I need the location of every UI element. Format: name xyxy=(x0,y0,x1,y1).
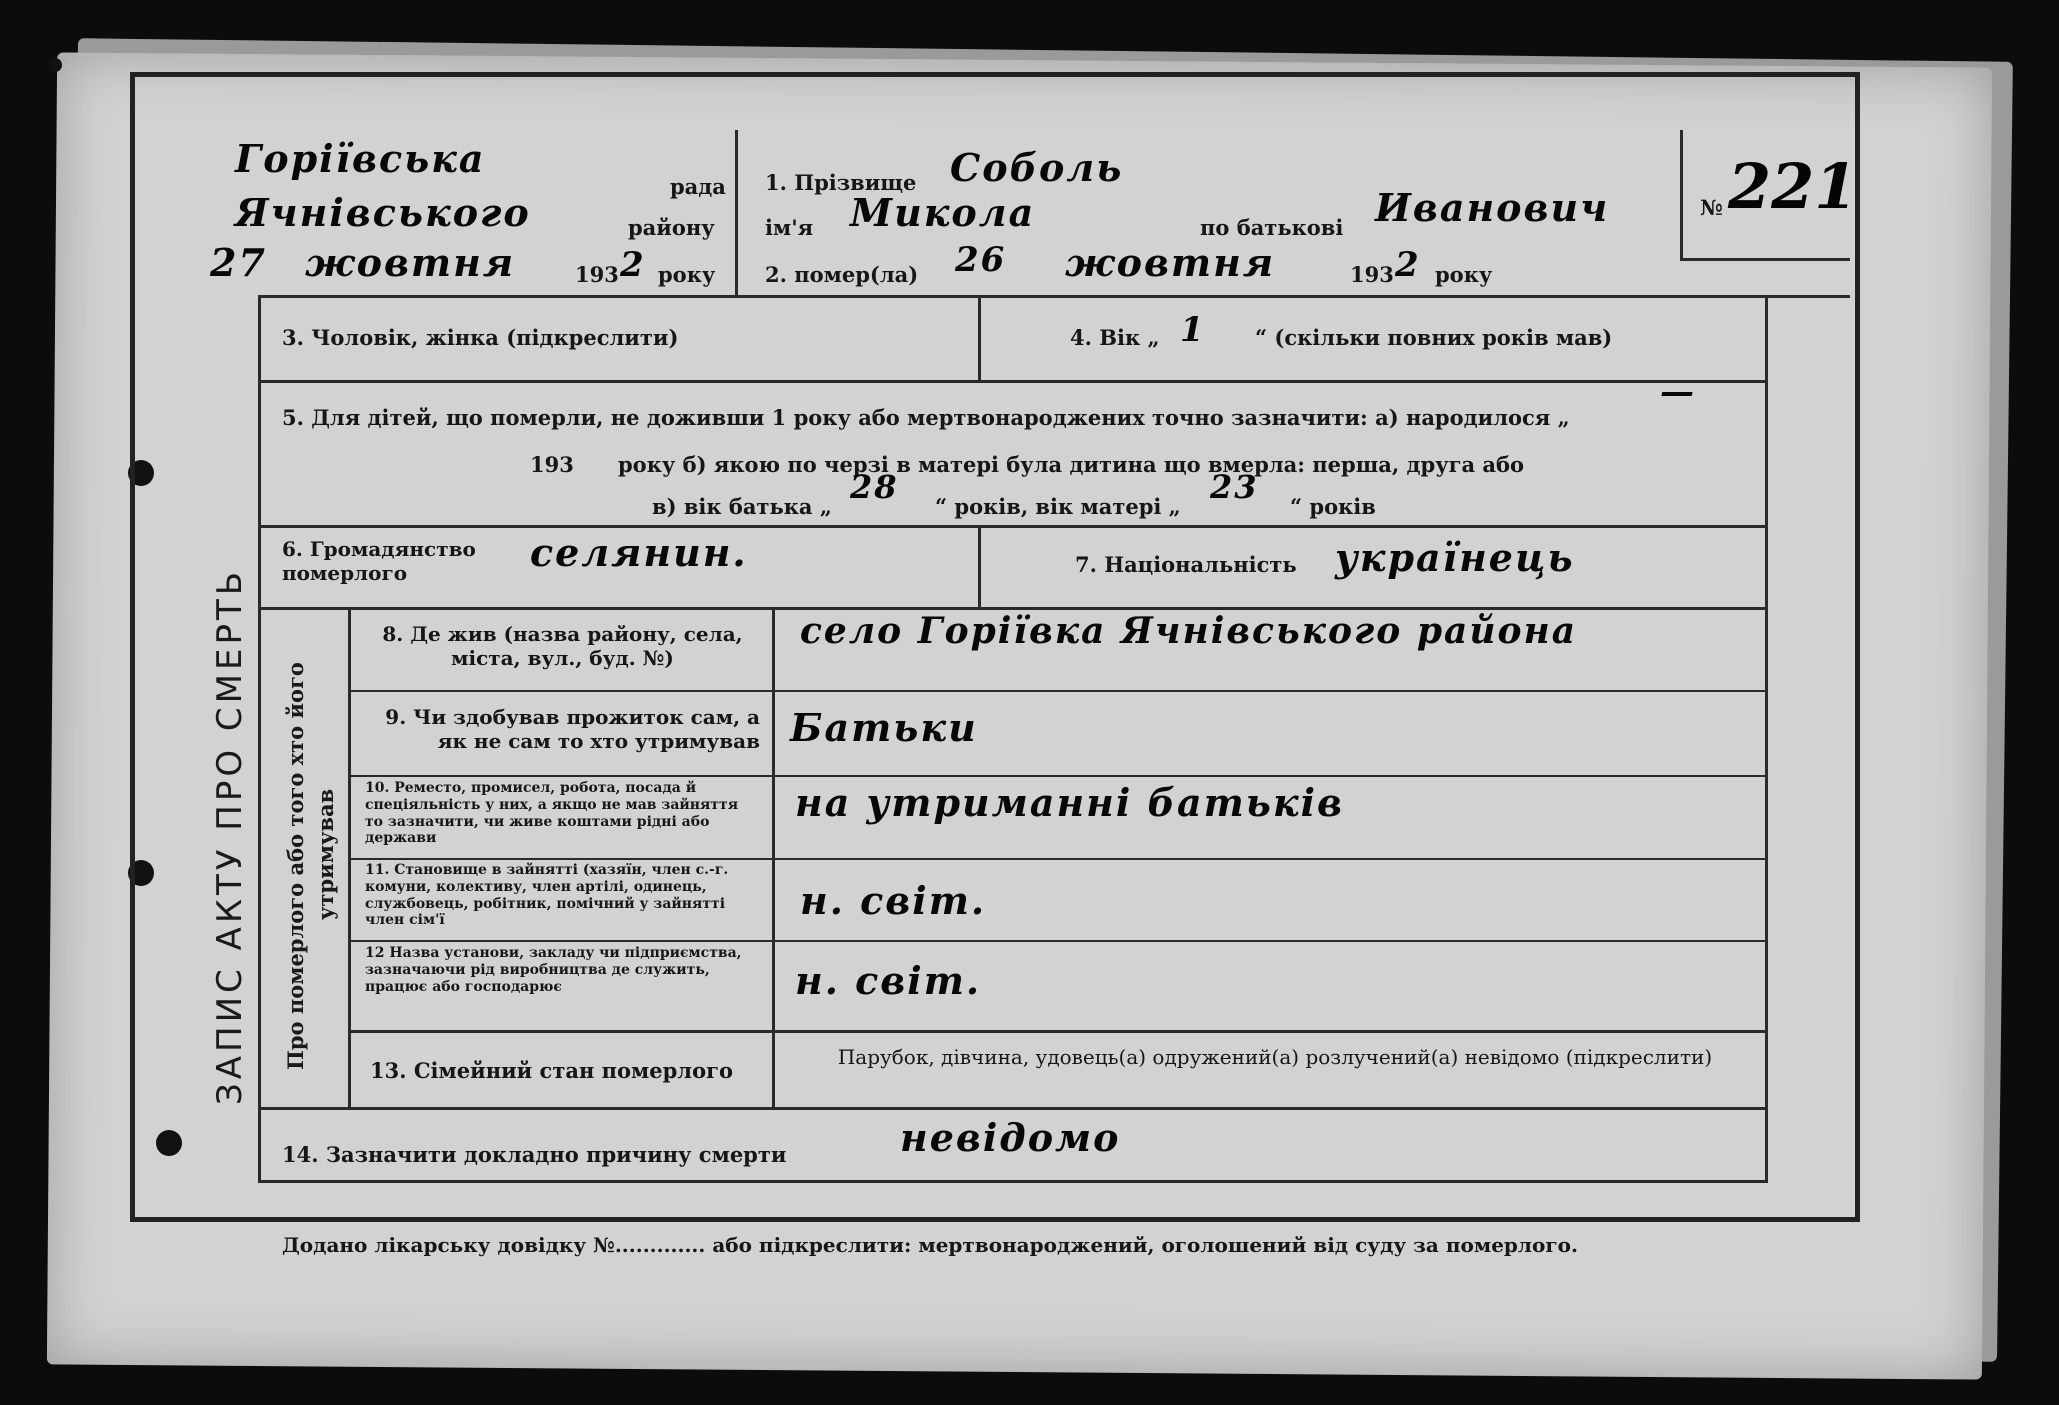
year-prefix: 193 xyxy=(575,262,619,287)
surname-handwriting: Соболь xyxy=(950,145,1124,190)
nationality-label: 7. Національність xyxy=(1075,552,1297,577)
divider xyxy=(1680,258,1850,261)
lived-handwriting: село Горіївка Ячнівського района xyxy=(800,610,1578,652)
divider xyxy=(1765,295,1768,1180)
record-number-handwriting: 221 xyxy=(1728,150,1858,223)
children-born-handwriting: — xyxy=(1660,372,1696,412)
year-digit-handwriting: 2 xyxy=(620,245,646,285)
council-label: рада xyxy=(670,174,726,199)
divider xyxy=(1680,130,1683,260)
divider xyxy=(978,525,981,607)
divider xyxy=(348,690,1768,692)
cause-label: 14. Зазначити докладно причину смерти xyxy=(282,1142,787,1167)
occupation-handwriting: на утриманні батьків xyxy=(795,780,1344,825)
died-year-label: року xyxy=(1435,262,1493,287)
father-age-handwriting: 28 xyxy=(850,468,899,506)
children-line-1: 5. Для дітей, що померли, не доживши 1 року або мертвонароджених точно зазначити: а) народилося „ xyxy=(282,405,1570,430)
died-day-handwriting: 26 xyxy=(955,240,1007,280)
patronymic-handwriting: Иванович xyxy=(1375,185,1610,230)
mother-age-handwriting: 23 xyxy=(1210,468,1259,506)
divider xyxy=(258,295,1850,298)
divider xyxy=(735,130,738,295)
children-line-3c: “ років xyxy=(1290,494,1376,519)
number-label: № xyxy=(1700,195,1723,220)
divider xyxy=(258,380,1768,383)
divider xyxy=(348,858,1768,860)
name-handwriting: Микола xyxy=(850,190,1036,235)
children-line-2b: року б) якою по черзі в матері була дитина що вмерла: перша, друга або xyxy=(618,452,1525,477)
surname-label: 1. Прізвище xyxy=(765,170,917,195)
footer-note: Додано лікарську довідку №............. або підкреслити: мертвонароджений, оголошений від суду за померлого. xyxy=(282,1233,1578,1257)
punch-hole xyxy=(48,58,62,72)
divider xyxy=(348,775,1768,777)
divider xyxy=(258,525,1768,528)
died-month-handwriting: жовтня xyxy=(1065,240,1276,285)
side-title: ЗАПИС АКТУ ПРО СМЕРТЬ xyxy=(210,567,250,1105)
died-year-digit: 2 xyxy=(1395,245,1421,285)
date-month-handwriting: жовтня xyxy=(305,240,516,285)
divider xyxy=(258,1180,1768,1183)
living-label: 9. Чи здобував прожиток сам, а як не сам то хто утримував xyxy=(385,705,760,753)
institution-label: 12 Назва установи, закладу чи підприємства, зазначаючи рід виробництва де служить, працює або господарює xyxy=(365,945,742,995)
divider xyxy=(978,295,981,380)
age-label: 4. Вік „ xyxy=(1070,325,1160,350)
occupation-label: 10. Реместо, промисел, робота, посада й спеціяльність у них, а якщо не мав зайняття то зазначити, чи живе коштами рідні або держави xyxy=(365,780,739,847)
divider xyxy=(258,295,261,1180)
children-line-3a: в) вік батька „ xyxy=(652,494,832,519)
divider xyxy=(348,940,1768,942)
children-line-2a: 193 xyxy=(530,452,574,477)
district-handwriting: Ячнівського xyxy=(235,190,531,235)
side-subtitle: Про померлого або того хто його xyxy=(283,662,308,1070)
position-handwriting: н. світ. xyxy=(800,878,987,923)
district-label: району xyxy=(628,215,715,240)
patronymic-label: по батькові xyxy=(1200,215,1344,240)
sex-label: 3. Чоловік, жінка (підкреслити) xyxy=(282,325,679,350)
children-line-3b: “ років, вік матері „ xyxy=(935,494,1181,519)
died-year-prefix: 193 xyxy=(1350,262,1394,287)
lived-label: 8. Де жив (назва району, села, міста, вул., буд. №) xyxy=(382,622,743,670)
nationality-handwriting: українець xyxy=(1335,535,1575,580)
date-day-handwriting: 27 xyxy=(210,240,267,285)
living-handwriting: Батьки xyxy=(790,705,978,750)
citizenship-label: 6. Громадянство померлого xyxy=(282,537,476,585)
cause-handwriting: невідомо xyxy=(900,1115,1121,1160)
council-handwriting: Горіївська xyxy=(235,136,486,181)
marital-options: Парубок, дівчина, удовець(а) одружений(а) розлучений(а) невідомо (підкреслити) xyxy=(837,1045,1713,1069)
side-subtitle-2: утримував xyxy=(313,788,338,920)
divider xyxy=(348,1030,1768,1033)
year-label: року xyxy=(658,262,716,287)
age-handwriting: 1 xyxy=(1180,310,1206,350)
died-label: 2. помер(ла) xyxy=(765,262,919,287)
institution-handwriting: н. світ. xyxy=(795,958,982,1003)
marital-label: 13. Сімейний стан померлого xyxy=(370,1058,733,1083)
position-label: 11. Становище в зайнятті (хазяїн, член с.-г. комуни, колективу, член артілі, одинець, службовець, робітник, помічний у зайнятті член сім'ї xyxy=(365,862,729,929)
citizenship-handwriting: селянин. xyxy=(530,530,748,575)
divider xyxy=(258,1107,1768,1110)
age-suffix: “ (скільки повних років мав) xyxy=(1255,325,1613,350)
name-label: ім'я xyxy=(765,215,814,240)
